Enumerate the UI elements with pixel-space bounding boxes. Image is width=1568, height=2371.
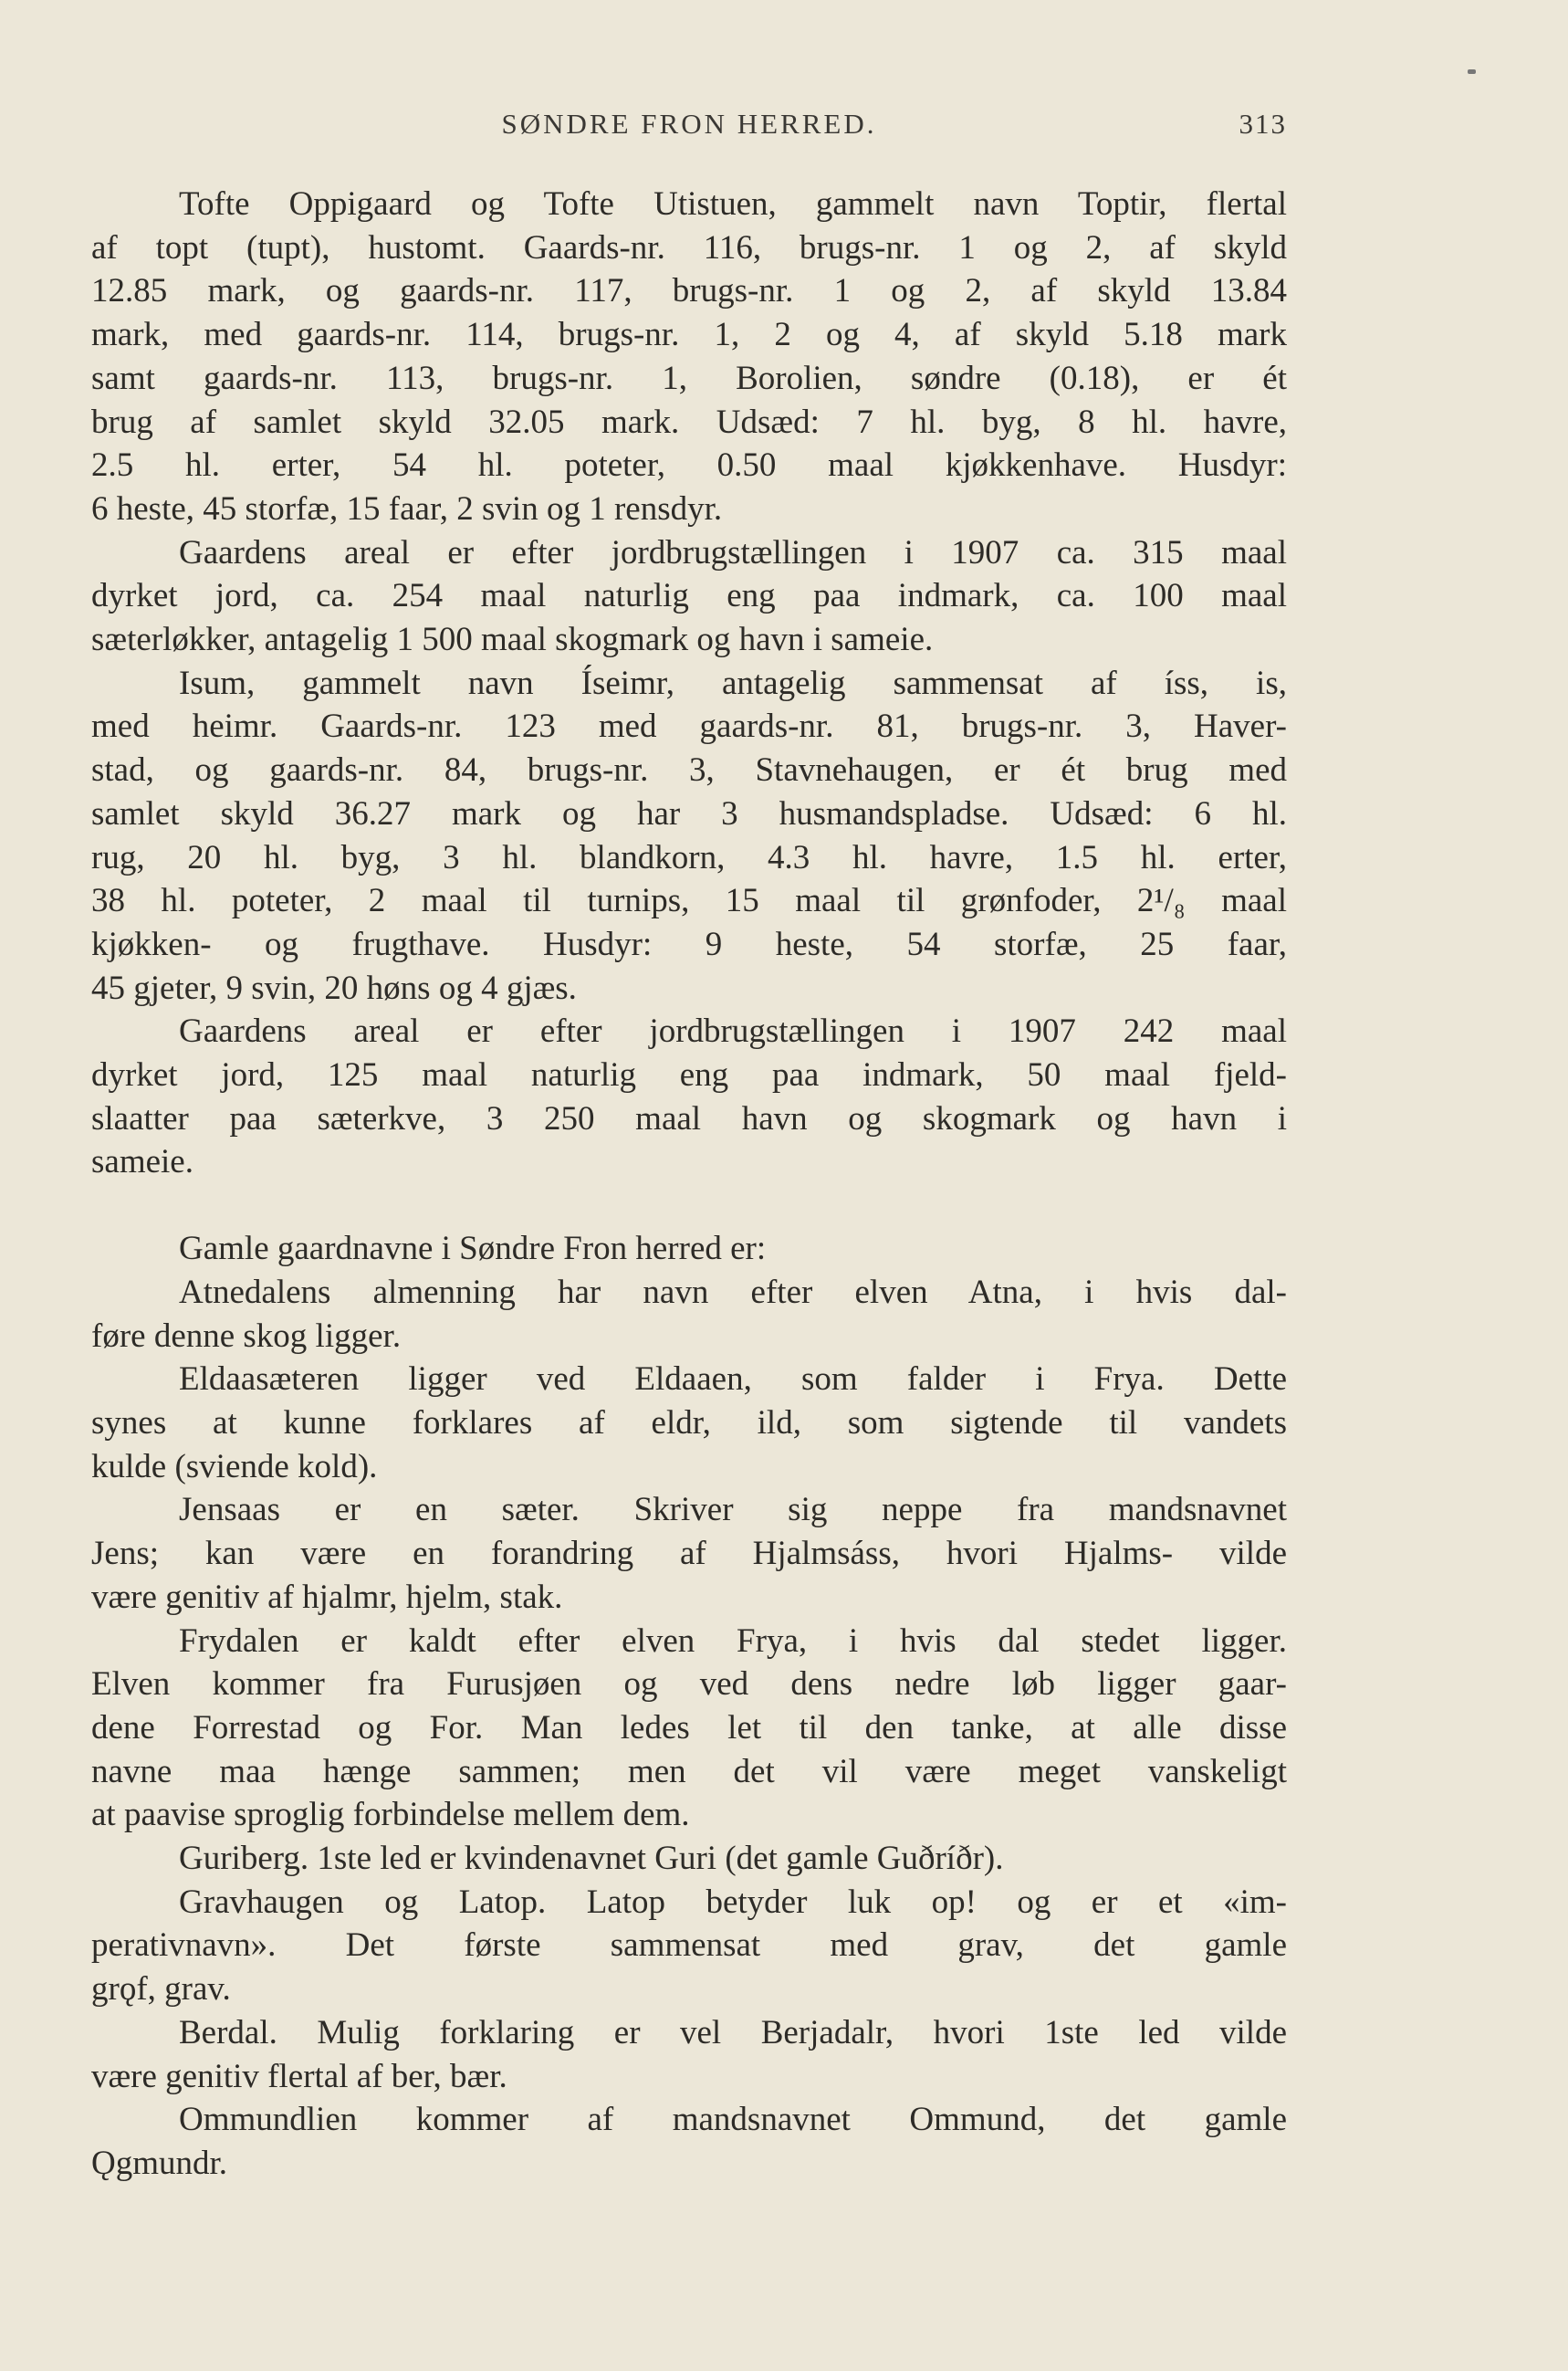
text-line: sæterløkker, antagelig 1 500 maal skogmark og havn i sameie.: [91, 621, 934, 659]
text-line: samlet skyld 36.27 mark og har 3 husmandspladse. Udsæd: 6 hl.: [91, 794, 1287, 833]
text-line: navne maa hænge sammen; men det vil være meget vanskeligt: [91, 1752, 1287, 1790]
text-line: perativnavn». Det første sammensat med grav, det gamle: [91, 1926, 1287, 1965]
text-line: dyrket jord, 125 maal naturlig eng paa indmark, 50 maal fjeld-: [91, 1056, 1287, 1095]
text-line: Gaardens areal er efter jordbrugstællingen i 1907 ca. 315 maal: [179, 533, 1287, 572]
text-line: Ommundlien kommer af mandsnavnet Ommund, det gamle: [179, 2101, 1287, 2139]
text-line: Gaardens areal er efter jordbrugstællingen i 1907 242 maal: [179, 1012, 1287, 1051]
text-line: Ǫgmundr.: [91, 2144, 228, 2182]
text-line: Berdal. Mulig forklaring er vel Berjadalr, hvori 1ste led vilde: [179, 2013, 1287, 2051]
body-text: [91, 183, 1287, 2186]
text-line: samt gaards-nr. 113, brugs-nr. 1, Borolien, søndre (0.18), er ét: [91, 359, 1287, 397]
running-head: SØNDRE FRON HERRED.: [501, 108, 877, 140]
text-line: rug, 20 hl. byg, 3 hl. blandkorn, 4.3 hl. havre, 1.5 hl. erter,: [91, 838, 1287, 876]
page-header: [91, 108, 1287, 153]
text-line: kjøkken- og frugthave. Husdyr: 9 heste, 54 storfæ, 25 faar,: [91, 925, 1287, 963]
text-line: Eldaasæteren ligger ved Eldaaen, som falder i Frya. Dette: [179, 1360, 1287, 1399]
ink-speck: [1468, 69, 1476, 74]
text-line: Gamle gaardnavne i Søndre Fron herred er:: [179, 1230, 767, 1268]
text-line: stad, og gaards-nr. 84, brugs-nr. 3, Stavnehaugen, er ét brug med: [91, 751, 1287, 790]
text-line: Jens; kan være en forandring af Hjalmsáss, hvori Hjalms- vilde: [91, 1535, 1287, 1573]
text-line: grǫf, grav.: [91, 1970, 231, 2009]
text-line: 2.5 hl. erter, 54 hl. poteter, 0.50 maal kjøkkenhave. Husdyr:: [91, 446, 1287, 485]
text-line: brug af samlet skyld 32.05 mark. Udsæd: 7 hl. byg, 8 hl. havre,: [91, 403, 1287, 441]
text-line: 45 gjeter, 9 svin, 20 høns og 4 gjæs.: [91, 969, 577, 1007]
text-line: Elven kommer fra Furusjøen og ved dens nedre løb ligger gaar-: [91, 1665, 1287, 1704]
text-line: synes at kunne forklares af eldr, ild, som sigtende til vandets: [91, 1403, 1287, 1442]
text-line: Atnedalens almenning har navn efter elven Atna, i hvis dal-: [179, 1273, 1287, 1311]
text-line: 38 hl. poteter, 2 maal til turnips, 15 maal til grønfoder, 2¹/₈ maal: [91, 882, 1287, 920]
text-line: at paavise sproglig forbindelse mellem dem.: [91, 1796, 690, 1834]
paragraph-gap: [91, 1184, 1287, 1227]
text-line: 12.85 mark, og gaards-nr. 117, brugs-nr. 1 og 2, af skyld 13.84: [91, 272, 1287, 310]
text-line: Tofte Oppigaard og Tofte Utistuen, gammelt navn Toptir, flertal: [179, 185, 1287, 223]
text-line: med heimr. Gaards-nr. 123 med gaards-nr. 81, brugs-nr. 3, Haver-: [91, 708, 1287, 746]
text-line: Frydalen er kaldt efter elven Frya, i hvis dal stedet ligger.: [179, 1621, 1287, 1660]
page-number: 313: [1239, 108, 1287, 140]
text-line: være genitiv af hjalmr, hjelm, stak.: [91, 1578, 563, 1616]
text-line: Guriberg. 1ste led er kvindenavnet Guri (det gamle Guðríðr).: [179, 1840, 1004, 1878]
text-line: Isum, gammelt navn Íseimr, antagelig sammensat af íss, is,: [179, 664, 1287, 702]
text-line: af topt (tupt), hustomt. Gaards-nr. 116, brugs-nr. 1 og 2, af skyld: [91, 228, 1287, 267]
text-line: Jensaas er en sæter. Skriver sig neppe fra mandsnavnet: [179, 1491, 1287, 1529]
text-line: Gravhaugen og Latop. Latop betyder luk op! og er et «im-: [179, 1883, 1287, 1921]
text-line: 6 heste, 45 storfæ, 15 faar, 2 svin og 1 rensdyr.: [91, 489, 723, 528]
text-line: dene Forrestad og For. Man ledes let til den tanke, at alle disse: [91, 1708, 1287, 1747]
text-line: slaatter paa sæterkve, 3 250 maal havn og skogmark og havn i: [91, 1099, 1287, 1138]
text-line: være genitiv flertal af ber, bær.: [91, 2057, 507, 2095]
text-line: sameie.: [91, 1143, 193, 1181]
text-line: kulde (sviende kold).: [91, 1447, 378, 1485]
text-line: dyrket jord, ca. 254 maal naturlig eng paa indmark, ca. 100 maal: [91, 577, 1287, 615]
text-line: mark, med gaards-nr. 114, brugs-nr. 1, 2 og 4, af skyld 5.18 mark: [91, 316, 1287, 354]
text-line: føre denne skog ligger.: [91, 1317, 402, 1355]
